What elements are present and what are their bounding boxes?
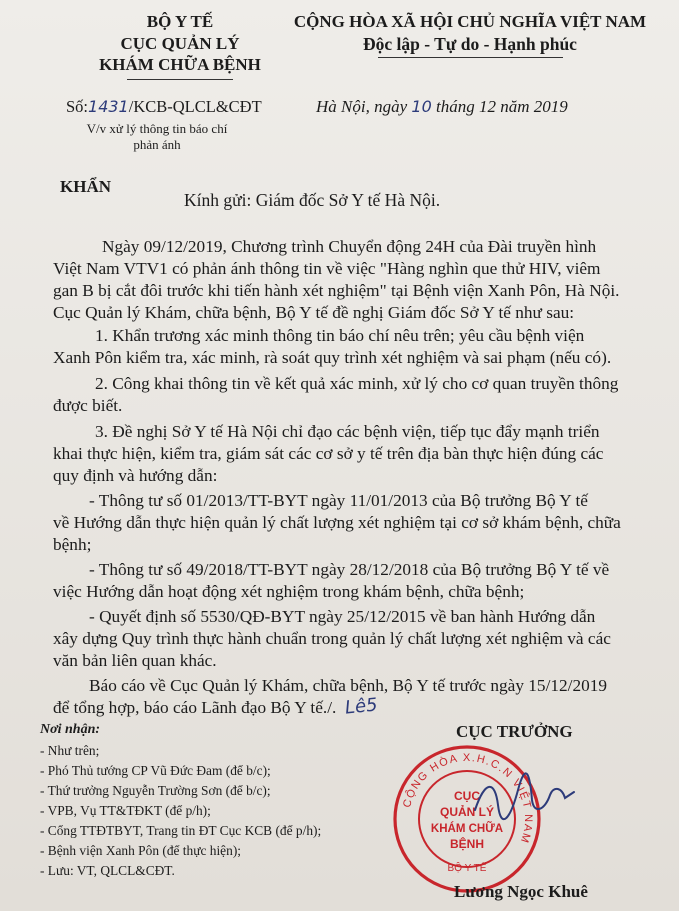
reference-suffix: /KCB-QLCL&CĐT: [128, 97, 262, 116]
seal-line3: KHÁM CHỮA: [430, 823, 504, 835]
seal-line2: QUẢN LÝ: [440, 805, 494, 819]
reference-number: [66, 97, 262, 117]
header-underline-right: [378, 57, 563, 58]
document-date: [316, 97, 568, 117]
body-line: quy định và hướng dẫn:: [53, 466, 218, 485]
signer-title: CỤC TRƯỞNG: [456, 722, 573, 741]
signer-name: Lương Ngọc Khuê: [454, 882, 588, 901]
handwritten-signature-icon: [470, 770, 580, 830]
header-underline-left: [127, 79, 233, 80]
body-line: Báo cáo về Cục Quản lý Khám, chữa bệnh, Bộ Y tế trước ngày 15/12/2019: [89, 676, 608, 695]
recipients-title: Nơi nhận:: [40, 722, 101, 737]
date-handwritten-day: 10: [411, 97, 432, 116]
salutation: Kính gửi: Giám đốc Sở Y tế Hà Nội.: [184, 190, 441, 210]
country-name: CỘNG HÒA XÃ HỘI CHỦ NGHĨA VIỆT NAM: [293, 12, 647, 31]
recipient-item: - Thứ trưởng Nguyễn Trường Sơn (để b/c);: [40, 783, 271, 798]
recipient-item: - Bệnh viện Xanh Pôn (để thực hiện);: [40, 843, 242, 858]
date-prefix: Hà Nội, ngày: [316, 97, 408, 116]
national-motto: Độc lập - Tự do - Hạnh phúc: [363, 34, 577, 54]
department-name-line1: CỤC QUẢN LÝ: [120, 34, 240, 53]
body-line: 3. Đề nghị Sở Y tế Hà Nội chỉ đạo các bệnh viện, tiếp tục đẩy mạnh triển: [95, 422, 600, 441]
body-line: Việt Nam VTV1 có phản ánh thông tin về việc "Hàng nghìn que thử HIV, viêm: [53, 259, 601, 278]
body-line: - Quyết định số 5530/QĐ-BYT ngày 25/12/2015 về ban hành Hướng dẫn: [89, 607, 596, 626]
body-line: được biết.: [53, 396, 123, 415]
recipient-item: - Phó Thủ tướng CP Vũ Đức Đam (để b/c);: [40, 763, 271, 778]
body-line: Ngày 09/12/2019, Chương trình Chuyển động 24H của Đài truyền hình: [102, 237, 597, 256]
urgency-label: KHẨN: [60, 177, 111, 196]
body-line: xây dựng Quy trình thực hành chuẩn trong quản lý chất lượng xét nghiệm và các: [53, 629, 611, 648]
ministry-name: BỘ Y TẾ: [146, 12, 214, 31]
subject-line1: V/v xử lý thông tin báo chí: [86, 121, 228, 136]
body-line: Cục Quản lý Khám, chữa bệnh, Bộ Y tế đề nghị Giám đốc Sở Y tế như sau:: [53, 303, 575, 322]
body-line: Xanh Pôn kiểm tra, xác minh, rà soát quy trình xét nghiệm và sai phạm (nếu có).: [53, 348, 612, 367]
body-line: 1. Khẩn trương xác minh thông tin báo chí nêu trên; yêu cầu bệnh viện: [95, 326, 585, 345]
body-line: việc Hướng dẫn hoạt động xét nghiệm trong khám bệnh, chữa bệnh;: [53, 582, 525, 601]
body-line: bệnh;: [53, 535, 92, 554]
recipient-item: - Lưu: VT, QLCL&CĐT.: [40, 863, 175, 878]
body-line: khai thực hiện, kiểm tra, giám sát các cơ sở y tế trên địa bàn thực hiện đúng các: [53, 444, 604, 463]
seal-bottom-text: BỘ Y TẾ: [447, 863, 487, 874]
reference-prefix: Số:: [66, 97, 89, 116]
recipient-item: - Cổng TTĐTBYT, Trang tin ĐT Cục KCB (để p/h);: [40, 823, 322, 838]
recipient-item: - VPB, Vụ TT&TĐKT (để p/h);: [40, 803, 211, 818]
body-line: về Hướng dẫn thực hiện quản lý chất lượng xét nghiệm tại cơ sở khám bệnh, chữa: [53, 513, 621, 532]
seal-line4: BỆNH: [449, 837, 485, 851]
body-line: để tổng hợp, báo cáo Lãnh đạo Bộ Y tế./.: [53, 698, 337, 717]
subject-line2: phản ánh: [133, 137, 181, 152]
reference-handwritten-number: 1431: [88, 97, 129, 116]
body-line: 2. Công khai thông tin về kết quả xác minh, xử lý cho cơ quan truyền thông: [95, 374, 619, 393]
body-line: - Thông tư số 49/2018/TT-BYT ngày 28/12/2018 của Bộ trưởng Bộ Y tế về: [89, 560, 610, 579]
handwritten-initials: Lê5: [343, 694, 379, 719]
recipient-item: - Như trên;: [40, 743, 100, 758]
department-name-line2: KHÁM CHỮA BỆNH: [99, 55, 261, 74]
body-line: văn bản liên quan khác.: [53, 651, 217, 670]
seal-ring-text: CỘNG HÒA X.H.C.N VIỆT NAM: [401, 751, 535, 846]
body-line: - Thông tư số 01/2013/TT-BYT ngày 11/01/2013 của Bộ trưởng Bộ Y tế: [89, 491, 588, 510]
seal-line1: CỤC: [454, 789, 480, 803]
body-line: gan B bị cắt đôi trước khi tiến hành xét nghiệm" tại Bệnh viện Xanh Pôn, Hà Nội.: [53, 281, 620, 300]
date-suffix: tháng 12 năm 2019: [436, 97, 568, 116]
